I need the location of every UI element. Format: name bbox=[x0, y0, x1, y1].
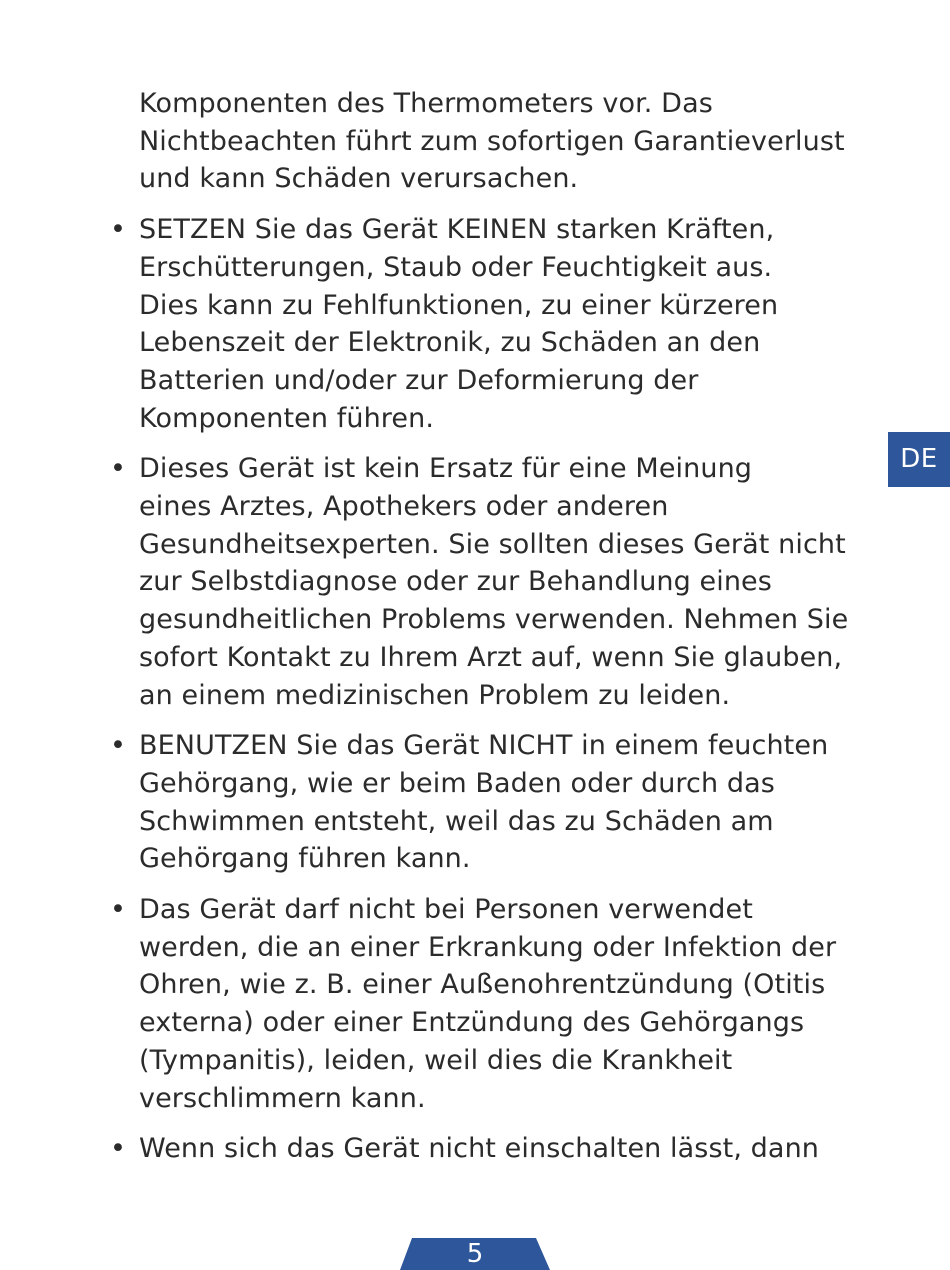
text-line: und kann Schäden verursachen. bbox=[139, 163, 579, 195]
text-line: Gehörgang führen kann. bbox=[139, 843, 471, 875]
page-number-tab bbox=[400, 1238, 550, 1270]
text-line: Dieses Gerät ist kein Ersatz für eine Meinung bbox=[139, 453, 753, 485]
text-line: an einem medizinischen Problem zu leiden. bbox=[139, 679, 731, 711]
bullet-icon: • bbox=[110, 1133, 127, 1165]
text-line: werden, die an einer Erkrankung oder Infektion der bbox=[139, 931, 837, 963]
safety-instructions-list bbox=[110, 85, 890, 1181]
text-line: Gehörgang, wie er beim Baden oder durch das bbox=[139, 767, 775, 799]
text-line: SETZEN Sie das Gerät KEINEN starken Kräften, bbox=[139, 214, 775, 246]
bullet-item bbox=[110, 450, 890, 714]
text-line: Schwimmen entsteht, weil das zu Schäden am bbox=[139, 805, 774, 837]
text-line: Ohren, wie z. B. einer Außenohrentzündung (Otitis bbox=[139, 969, 826, 1001]
text-line: zur Selbstdiagnose oder zur Behandlung eines bbox=[139, 566, 772, 598]
page-number: 5 bbox=[466, 1239, 484, 1269]
text-line: sofort Kontakt zu Ihrem Arzt auf, wenn Sie glauben, bbox=[139, 641, 843, 673]
bullet-icon: • bbox=[110, 730, 127, 762]
text-line: gesundheitlichen Problems verwenden. Nehmen Sie bbox=[139, 604, 849, 636]
language-tab: DE bbox=[888, 432, 950, 487]
text-line: Batterien und/oder zur Deformierung der bbox=[139, 364, 699, 396]
text-line: externa) oder einer Entzündung des Gehörgangs bbox=[139, 1007, 805, 1039]
text-line: Wenn sich das Gerät nicht einschalten lässt, dann bbox=[139, 1133, 819, 1165]
bullet-icon: • bbox=[110, 214, 127, 246]
bullet-item bbox=[110, 891, 890, 1117]
bullet-item bbox=[110, 1130, 890, 1168]
text-line: Nichtbeachten führt zum sofortigen Garantieverlust bbox=[139, 125, 845, 157]
text-line: Erschütterungen, Staub oder Feuchtigkeit aus. bbox=[139, 251, 773, 283]
continued-paragraph bbox=[110, 85, 890, 198]
bullet-icon: • bbox=[110, 453, 127, 485]
text-line: eines Arztes, Apothekers oder anderen bbox=[139, 491, 669, 523]
bullet-item bbox=[110, 727, 890, 878]
text-line: Das Gerät darf nicht bei Personen verwendet bbox=[139, 894, 753, 926]
text-line: Lebenszeit der Elektronik, zu Schäden an den bbox=[139, 327, 761, 359]
bullet-item bbox=[110, 211, 890, 437]
text-line: Komponenten führen. bbox=[139, 402, 435, 434]
text-line: BENUTZEN Sie das Gerät NICHT in einem feuchten bbox=[139, 730, 829, 762]
text-line: Gesundheitsexperten. Sie sollten dieses Gerät nicht bbox=[139, 528, 846, 560]
bullet-icon: • bbox=[110, 894, 127, 926]
text-line: verschlimmern kann. bbox=[139, 1082, 426, 1114]
text-line: (Tympanitis), leiden, weil dies die Krankheit bbox=[139, 1044, 733, 1076]
text-line: Dies kann zu Fehlfunktionen, zu einer kürzeren bbox=[139, 289, 779, 321]
text-line: Komponenten des Thermometers vor. Das bbox=[139, 88, 713, 119]
